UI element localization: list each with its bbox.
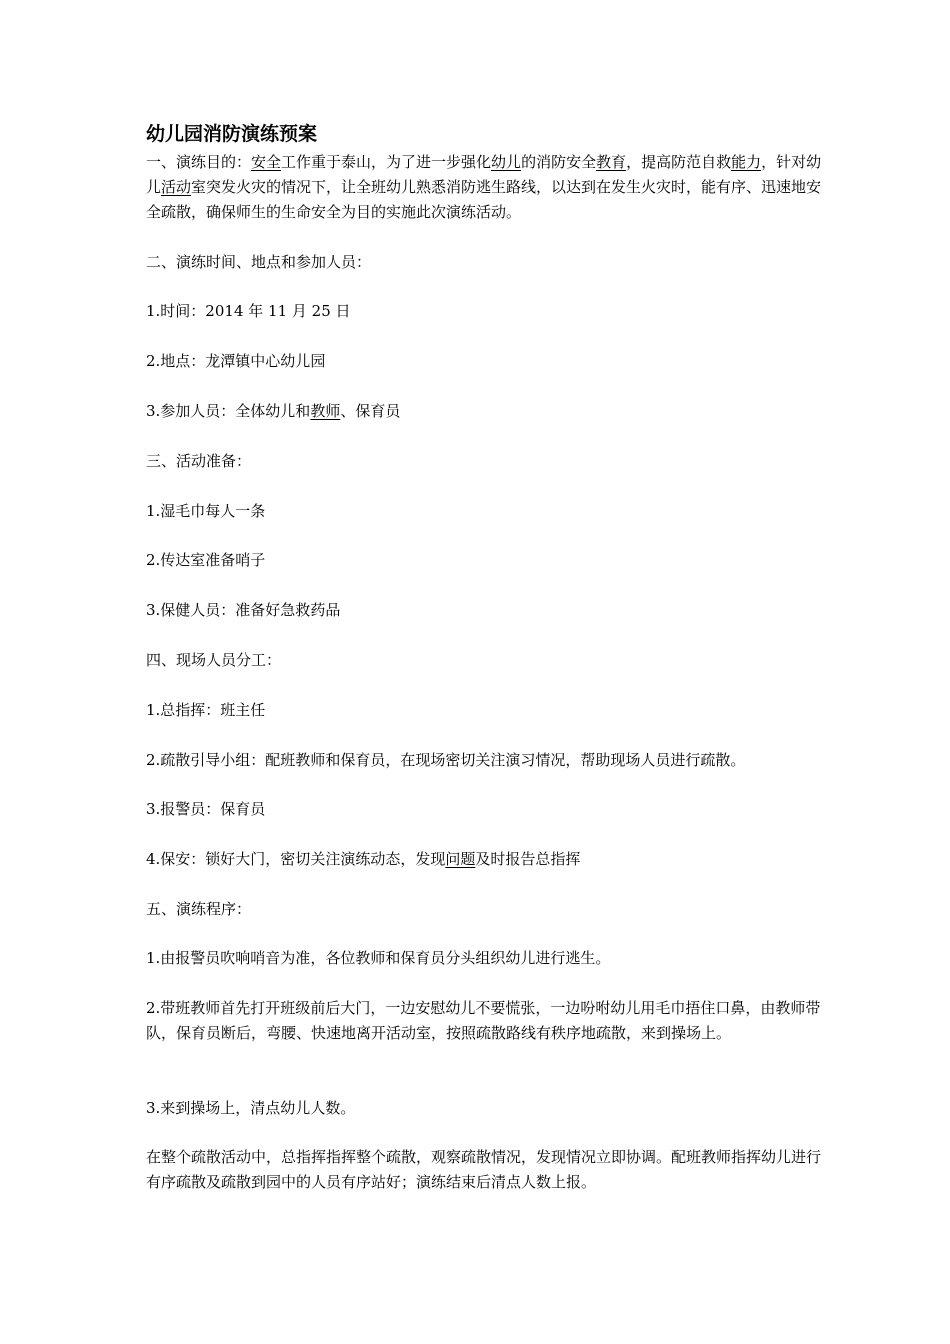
link-teacher[interactable]: 教师	[310, 402, 341, 420]
item-evacuation-group: 2.疏散引导小组：配班教师和保育员，在现场密切关注演习情况，帮助现场人员进行疏散。	[146, 751, 746, 769]
item-text: 3.参加人员：全体幼儿和	[146, 402, 311, 420]
intro-text: 一、演练目的：	[146, 153, 252, 171]
item-text: 及时报告总指挥	[475, 850, 581, 868]
section-heading-time-place: 二、演练时间、地点和参加人员：	[146, 253, 372, 271]
intro-text: 室突发火灾的情况下，让全班幼儿熟悉消防逃生路线，以达到在发生火灾时，能有序、迅速地安全疏散，确保师生的生命安全为目的实施此次演练活动。	[146, 178, 822, 221]
item-place: 2.地点：龙潭镇中心幼儿园	[146, 352, 326, 370]
section-heading-roles: 四、现场人员分工：	[146, 651, 282, 669]
document-title: 幼儿园消防演练预案	[146, 123, 318, 145]
link-ability[interactable]: 能力	[731, 153, 762, 171]
item-security	[146, 847, 826, 872]
item-whistle: 2.传达室准备哨子	[146, 551, 266, 569]
item-text: 、保育员	[340, 402, 401, 420]
item-text: 4.保安：锁好大门，密切关注演练动态，发现	[146, 850, 446, 868]
link-children[interactable]: 幼儿	[491, 153, 522, 171]
procedure-step-1: 1.由报警员吹响哨音为准，各位教师和保育员分头组织幼儿进行逃生。	[146, 949, 611, 967]
item-participants	[146, 399, 826, 424]
item-first-aid: 3.保健人员：准备好急救药品	[146, 601, 341, 619]
intro-text: 工作重于泰山，为了进一步强化	[281, 153, 492, 171]
item-time: 1.时间：2014 年 11 月 25 日	[146, 302, 351, 320]
section-heading-procedure: 五、演练程序：	[146, 900, 252, 918]
item-towels: 1.湿毛巾每人一条	[146, 502, 266, 520]
link-education[interactable]: 教育	[596, 153, 627, 171]
intro-text: ，针对幼儿	[146, 153, 822, 196]
intro-paragraph	[146, 150, 826, 225]
item-alarm: 3.报警员：保育员	[146, 800, 266, 818]
link-safety[interactable]: 安全	[251, 153, 282, 171]
intro-text: 的消防安全	[521, 153, 597, 171]
link-problem[interactable]: 问题	[445, 850, 476, 868]
section-heading-preparation: 三、活动准备：	[146, 452, 252, 470]
procedure-step-2: 2.带班教师首先打开班级前后大门，一边安慰幼儿不要慌张，一边吩咐幼儿用毛巾捂住口鼻，由教师带队，保育员断后，弯腰、快速地离开活动室，按照疏散路线有秩序地疏散，来到操场上。	[146, 999, 821, 1042]
intro-text: ，提高防范自救	[626, 153, 732, 171]
item-commander: 1.总指挥：班主任	[146, 701, 266, 719]
closing-paragraph: 在整个疏散活动中，总指挥指挥整个疏散，观察疏散情况，发现情况立即协调。配班教师指挥幼儿进行有序疏散及疏散到园中的人员有序站好；演练结束后清点人数上报。	[146, 1148, 822, 1191]
procedure-step-3: 3.来到操场上，清点幼儿人数。	[146, 1099, 356, 1117]
link-activity[interactable]: 活动	[161, 178, 192, 196]
